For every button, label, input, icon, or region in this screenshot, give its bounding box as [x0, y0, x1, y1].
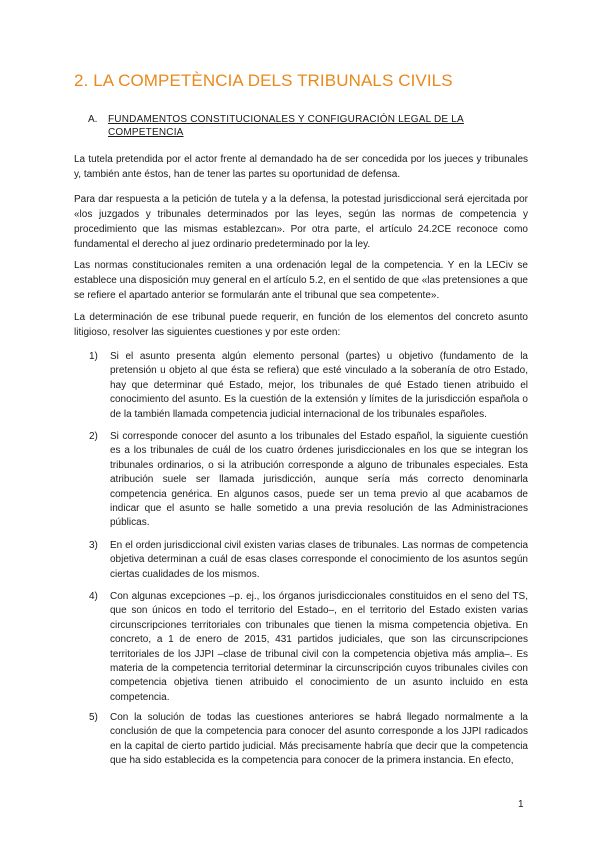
page-number: 1 [518, 799, 524, 810]
list-item-text: Con la solución de todas las cuestiones anteriores se habrá llegado normalmente a la conclusión de que la competencia para conocer del asunto corresponde a los JJPI radicados en la capital de cierto partido judicial. Más precisamente habría que decir que la competencia que ha sido establecida es la competencia para conocer de la primera instancia. En efecto, [110, 712, 528, 767]
list-item-number: 3) [89, 540, 98, 551]
section-heading-text: FUNDAMENTOS CONSTITUCIONALES Y CONFIGURACIÓN LEGAL DE LA COMPETENCIA [108, 114, 464, 138]
section-letter: A. [88, 114, 98, 125]
paragraph: La determinación de ese tribunal puede requerir, en función de los elementos del concreto asunto litigioso, resolver las siguientes cuestiones y por este orden: [74, 312, 528, 338]
paragraph: Para dar respuesta a la petición de tutela y a la defensa, la potestad jurisdiccional será ejercitada por «los juzgados y tribunales determinados por las leyes, según las normas de competencia y procedimiento que las mismas establezcan». Por otra parte, el artículo 24.2CE reconoce como fundamental el derecho al juez ordinario predeterminado por la ley. [74, 194, 528, 250]
list-item-text: En el orden jurisdiccional civil existen varias clases de tribunales. Las normas de competencia objetiva determinan a cuál de esas clases corresponde el conocimiento de los asuntos según ciertas cualidades de los mismos. [110, 540, 528, 580]
list-item-text: Si el asunto presenta algún elemento personal (partes) u objetivo (fundamento de la pretensión u objeto al que ésta se refiera) que esté vinculado a la soberanía de otro Estado, hay que determinar qué Estado, mejor, los tribunales de qué Estado tienen atribuido el conocimiento del asunto. Es la cuestión de la extensión y límites de la jurisdicción española o de la también llamada competencia judicial internacional de los tribunales españoles. [110, 351, 528, 420]
paragraph: La tutela pretendida por el actor frente al demandado ha de ser concedida por los jueces y tribunales y, también ante éstos, han de tener las partes su oportunidad de defensa. [74, 154, 528, 180]
list-item-text: Con algunas excepciones –p. ej., los órganos jurisdiccionales constituidos en el seno del TS, que son únicos en todo el territorio del Estado–, en el territorio del Estado existen varias circunscripciones territoriales con tribunales que tienen la misma competencia objetiva. En concreto, a 1 de enero de 2015, 431 partidos judiciales, que son las circunscripciones territoriales de los JJPI –clase de tribunal civil con la competencia objetiva más amplia–. Es materia de la competencia territorial determinar la circunscripción cuyos tribunales civiles con competencia objetiva tienen atribuido el conocimiento de un asunto incluido en esta competencia. [110, 591, 528, 703]
list-item-number: 4) [89, 591, 98, 602]
page-title: 2. LA COMPETÈNCIA DELS TRIBUNALS CIVILS [74, 71, 453, 90]
list-item-number: 1) [89, 351, 98, 362]
list-item-text: Si corresponde conocer del asunto a los tribunales del Estado español, la siguiente cuestión es a los tribunales de cuál de los cuatro órdenes jurisdiccionales en los que se integran los tribunales ordinarios, o si la atribución corresponde a alguno de tribunales especiales. Esta atribución suele ser llamada jurisdicción, aunque sería más correcto denominarla competencia genérica. En algunos casos, puede ser un tema previo al que acabamos de indicar que el asunto se halle sometido a una previa resolución de las Administraciones públicas. [110, 431, 528, 529]
list-item-number: 2) [89, 431, 98, 442]
paragraph: Las normas constitucionales remiten a una ordenación legal de la competencia. Y en la LECiv se establece una disposición muy general en el artículo 5.2, en el sentido de que «las pretensiones a que se refiere el apartado anterior se formularán ante el tribunal que sea competente». [74, 260, 528, 301]
list-item-number: 5) [89, 712, 98, 723]
